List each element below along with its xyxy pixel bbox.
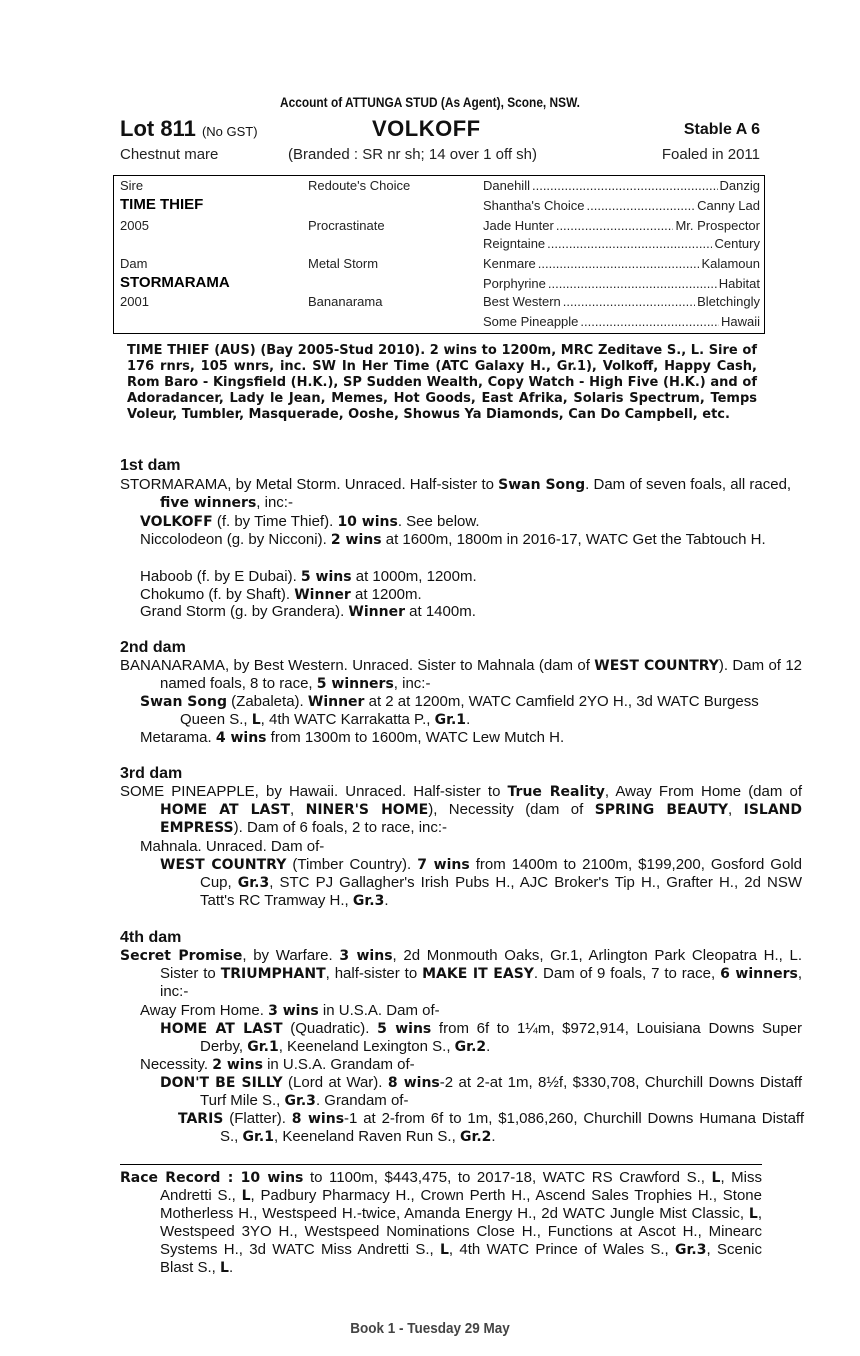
account-line: Account of ATTUNGA STUD (As Agent), Scone, NSW.	[280, 94, 580, 110]
third-dam-text: SOME PINEAPPLE, by Hawaii. Unraced. Half-sister to True Reality, Away From Home (dam of HOME AT LAST, NINER'S HOME), Necessity (dam of SPRING BEAUTY, ISLAND EMPRESS). Dam of 6 foals, 2 to race, inc:-	[120, 783, 803, 836]
grandsire-paternal: Redoute's Choice	[308, 178, 411, 193]
first-dam-text: STORMARAMA, by Metal Storm. Unraced. Half-sister to Swan Song. Dam of seven foals, all raced, five winners, inc:-	[120, 476, 792, 511]
gen3-row: Porphyrine ..... Habitat	[483, 276, 760, 291]
dam-label: Dam	[120, 256, 148, 271]
lot-number: Lot 811 (No GST)	[120, 116, 258, 141]
gst-note: (No GST)	[201, 124, 258, 139]
produce-record: DON'T BE SILLY (Lord at War). 8 wins-2 at 2-at 1m, 8½f, $330,708, Churchill Downs Distaff Turf Mile S., Gr.3. Grandam of-	[160, 1074, 802, 1109]
produce-record: Metarama. 4 wins from 1300m to 1600m, WATC Lew Mutch H.	[140, 729, 565, 746]
first-dam-heading: 1st dam	[120, 457, 181, 474]
produce-record: Away From Home. 3 wins in U.S.A. Dam of-	[140, 1002, 440, 1019]
granddam-paternal: Procrastinate	[308, 218, 385, 233]
race-record	[120, 1164, 762, 1277]
brand-info: (Branded : SR nr sh; 14 over 1 off sh)	[288, 146, 538, 163]
produce-record: HOME AT LAST (Quadratic). 5 wins from 6f to 1¼m, $972,914, Louisiana Downs Super Derby, Gr.1, Keeneland Lexington S., Gr.2.	[160, 1020, 802, 1055]
dam-name: STORMARAMA	[120, 274, 230, 291]
gen3-row: Some Pineapple ..... Hawaii	[483, 314, 760, 329]
granddam-maternal: Bananarama	[308, 294, 383, 309]
grandsire-maternal: Metal Storm	[308, 256, 379, 271]
produce-record: Necessity. 2 wins in U.S.A. Grandam of-	[140, 1056, 415, 1073]
gen3-row: Kenmare ..... Kalamoun	[483, 256, 760, 271]
foaled-year: Foaled in 2011	[661, 146, 760, 163]
race-record-text: Race Record : 10 wins to 1100m, $443,475, to 2017-18, WATC RS Crawford S., L, Miss Andretti S., L, Padbury Pharmacy H., Crown Perth H., Ascend Sales Trophies H., Stone Motherless H., Westspeed H.-twice, Amanda Energy H., 2d WATC Jungle Mist Classic, L, Westspeed 3YO H., Westspeed Nominations Close H., Functions at Ascot H., Minearc Systems H., 3d WATC Miss Andretti S., L, 4th WATC Prince of Wales S., Gr.3, Scenic Blast S., L.	[120, 1169, 763, 1276]
produce-record: Niccolodeon (g. by Nicconi). 2 wins at 1600m, 1800m in 2016-17, WATC Get the Tabtouch H.	[140, 531, 766, 548]
third-dam-heading: 3rd dam	[120, 765, 183, 782]
dam-year: 2001	[120, 294, 149, 309]
produce-record: Swan Song (Zabaleta). Winner at 2 at 1200m, WATC Camfield 2YO H., 3d WATC Burgess Queen S., L, 4th WATC Karrakatta P., Gr.1.	[140, 693, 759, 728]
stable-label: Stable A 6	[683, 121, 760, 138]
second-dam-text: BANANARAMA, by Best Western. Unraced. Sister to Mahnala (dam of WEST COUNTRY). Dam of 12 named foals, 8 to race, 5 winners, inc:-	[120, 657, 803, 692]
gen3-row: Shantha's Choice ..... Canny Lad	[483, 198, 760, 213]
page-footer: Book 1 - Tuesday 29 May	[350, 1320, 510, 1337]
produce-record: WEST COUNTRY (Timber Country). 7 wins from 1400m to 2100m, $199,200, Gosford Gold Cup, Gr.3, STC PJ Gallagher's Irish Pubs H., AJC Broker's Tip H., Grafter H., 2d NSW Tatt's RC Tramway H., Gr.3.	[160, 856, 802, 909]
sire-summary: TIME THIEF (AUS) (Bay 2005-Stud 2010). 2 wins to 1200m, MRC Zeditave S., L. Sire of 176 rnrs, 105 wnrs, inc. SW In Her Time (ATC Galaxy H., Gr.1), Volkoff, Happy Cash, Rom Baro - Kingsfield (H.K.), SP Sudden Wealth, Copy Watch - High Five (H.K.) and of Adoradancer, Lady le Jean, Memes, Hot Goods, East Afrika, Solaris Spectrum, Temps Voleur, Tumbler, Masquerade, Ooshe, Showus Ya Diamonds, Can Do Campbell, etc.	[127, 343, 757, 422]
sire-label: Sire	[120, 178, 144, 193]
produce-record: Haboob (f. by E Dubai). 5 wins at 1000m, 1200m.	[140, 568, 477, 585]
fourth-dam-text: Secret Promise, by Warfare. 3 wins, 2d Monmouth Oaks, Gr.1, Arlington Park Cleopatra H., L. Sister to TRIUMPHANT, half-sister to MAKE IT EASY. Dam of 9 foals, 7 to race, 6 winners, inc:-	[120, 947, 803, 1000]
sire-year: 2005	[120, 218, 149, 233]
produce-record: Grand Storm (g. by Grandera). Winner at 1400m.	[140, 603, 476, 620]
gen3-row: Reigntaine ..... Century	[483, 236, 760, 251]
horse-name: VOLKOFF	[372, 116, 481, 141]
fourth-dam-heading: 4th dam	[120, 929, 182, 946]
gen3-row: Best Western ..... Bletchingly	[483, 294, 760, 309]
produce-record: Mahnala. Unraced. Dam of-	[140, 838, 325, 855]
produce-record: VOLKOFF (f. by Time Thief). 10 wins. See below.	[140, 513, 480, 530]
gen3-row: Danehill ..... Danzig	[483, 178, 760, 193]
colour-sex: Chestnut mare	[120, 146, 219, 163]
produce-record: Chokumo (f. by Shaft). Winner at 1200m.	[140, 586, 422, 603]
sire-name: TIME THIEF	[120, 196, 204, 213]
produce-record: TARIS (Flatter). 8 wins-1 at 2-from 6f to 1m, $1,086,260, Churchill Downs Humana Distaff S., Gr.1, Keeneland Raven Run S., Gr.2.	[178, 1110, 804, 1145]
pedigree-table	[113, 175, 765, 334]
gen3-row: Jade Hunter ..... Mr. Prospector	[483, 218, 760, 233]
second-dam-heading: 2nd dam	[120, 639, 186, 656]
